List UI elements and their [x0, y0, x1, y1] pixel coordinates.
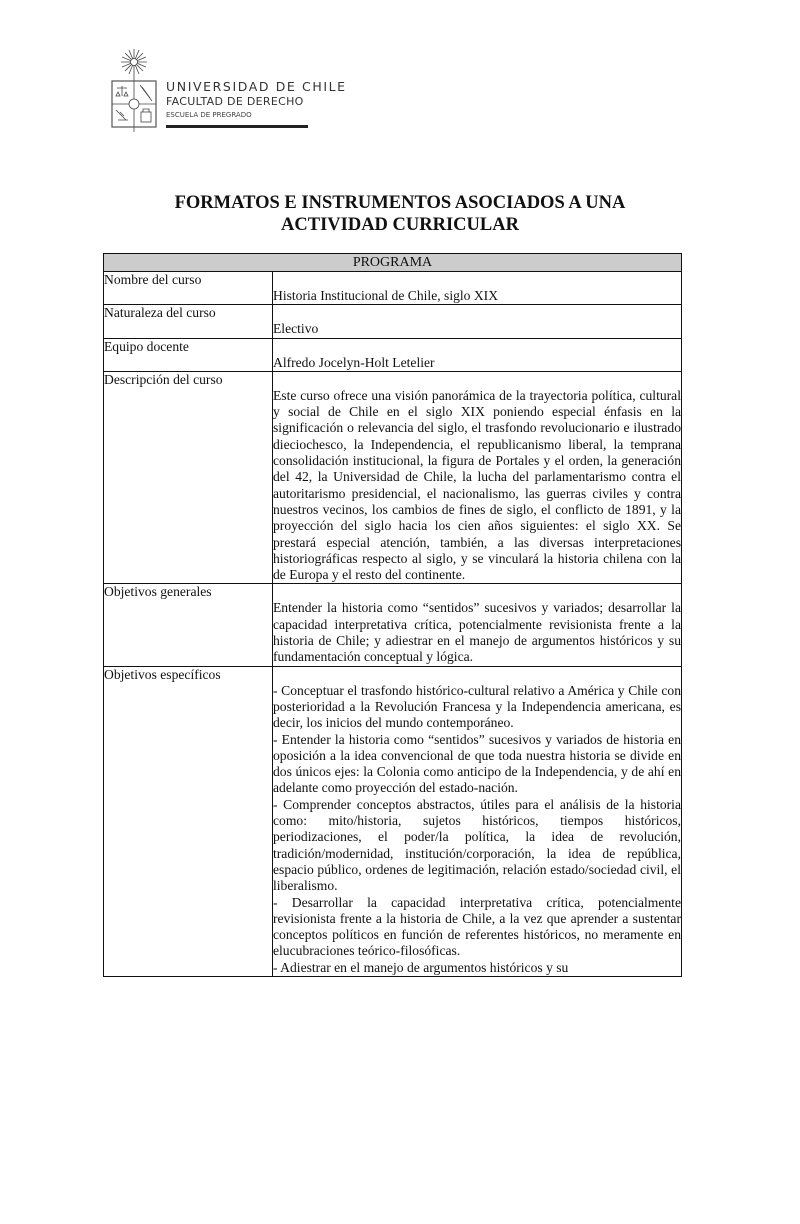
row-value-cell [273, 338, 682, 371]
specific-objective-item: - Conceptuar el trasfondo histórico-cultural relativo a América y Chile con posterioridad a la Revolución Francesa y la Independencia americana, es decir, los inicios del mundo contemporáneo. [273, 682, 681, 731]
row-label: Equipo docente [104, 338, 273, 371]
general-objectives-value: Entender la historia como “sentidos” sucesivos y variados; desarrollar la capacidad interpretativa crítica, potencialmente revisionista frente a la historia de Chile; y adiestrar en el manejo de argumentos históricos y su fundamentación conceptual y lógica. [273, 600, 681, 665]
specific-objective-item: - Entender la historia como “sentidos” sucesivos y variados de historia en oposición a la idea convencional de que toda nuestra historia se divide en dos únicos ejes: la Colonia como anticipo de la Independencia, y de ahí en adelante como proyección del estado-nación. [273, 731, 681, 796]
title-line-1: FORMATOS E INSTRUMENTOS ASOCIADOS A UNA [174, 193, 626, 213]
row-label: Objetivos generales [104, 584, 273, 666]
specific-objective-item: - Desarrollar la capacidad interpretativa crítica, potencialmente revisionista frente a la historia de Chile, a la vez que aprender a sustentar conceptos políticos en función de referentes históricos, no meramente en elucubraciones teórico-filosóficas. [273, 894, 681, 959]
course-description-value: Este curso ofrece una visión panorámica de la trayectoria política, cultural y social de Chile en el siglo XIX poniendo especial énfasis en la significación o relevancia del siglo, el trasfondo revolucionario e ilustrado dieciochesco, la Independencia, el republicanismo liberal, la temprana consolidación institucional, la figura de Portales y el orden, la generación del 42, la Universidad de Chile, la lucha del parlamentarismo contra el autoritarismo presidencial, el nacionalismo, las guerras civiles y contra nuestros vecinos, los cambios de fines de siglo, el conflicto de 1891, y la proyección del siglo hacia los cien años siguientes: el siglo XX. Se prestará especial atención, también, a las diversas interpretaciones historiográficas respecto al siglo, y se vinculará la historia chilena con la de Europa y el resto del continente. [273, 387, 681, 583]
row-label: Nombre del curso [104, 272, 273, 305]
course-name-value: Historia Institucional de Chile, siglo XIX [273, 288, 499, 303]
row-value-cell [273, 272, 682, 305]
specific-objective-item: - Adiestrar en el manejo de argumentos históricos y su [273, 959, 569, 975]
row-label: Naturaleza del curso [104, 305, 273, 338]
row-value-cell [273, 371, 682, 584]
program-heading-row [104, 254, 682, 272]
row-value-cell [273, 666, 682, 976]
universidad-de-chile-crest-icon [108, 48, 160, 132]
table-row-course-nature [104, 305, 682, 338]
school-name: ESCUELA DE PREGRADO [166, 111, 252, 119]
faculty-name: FACULTAD DE DERECHO [166, 95, 304, 108]
institution-header [108, 48, 347, 133]
row-value-cell [273, 584, 682, 666]
table-row-course-name [104, 272, 682, 305]
table-row-course-description [104, 371, 682, 584]
table-row-general-objectives [104, 584, 682, 666]
specific-objective-item: - Comprender conceptos abstractos, útiles para el análisis de la historia como: mito/historia, sujetos históricos, tiempos históricos, periodizaciones, el poder/la política, la idea de revolución, tradición/modernidad, institución/corporación, la idea de república, espacio público, ordenes de legitimación, relación estado/sociedad civil, el liberalismo. [273, 796, 681, 894]
course-nature-value: Electivo [273, 321, 319, 337]
table-row-specific-objectives [104, 666, 682, 976]
program-table [103, 253, 682, 977]
teaching-team-value: Alfredo Jocelyn-Holt Letelier [273, 354, 435, 370]
table-row-teaching-team [104, 338, 682, 371]
row-value-cell [273, 305, 682, 338]
program-heading: PROGRAMA [104, 254, 682, 272]
row-label: Objetivos específicos [104, 666, 273, 976]
title-line-2: ACTIVIDAD CURRICULAR [281, 215, 519, 235]
institution-name: UNIVERSIDAD DE CHILE [166, 79, 347, 94]
row-label: Descripción del curso [104, 371, 273, 584]
header-rule [166, 125, 308, 128]
document-title [100, 192, 700, 236]
